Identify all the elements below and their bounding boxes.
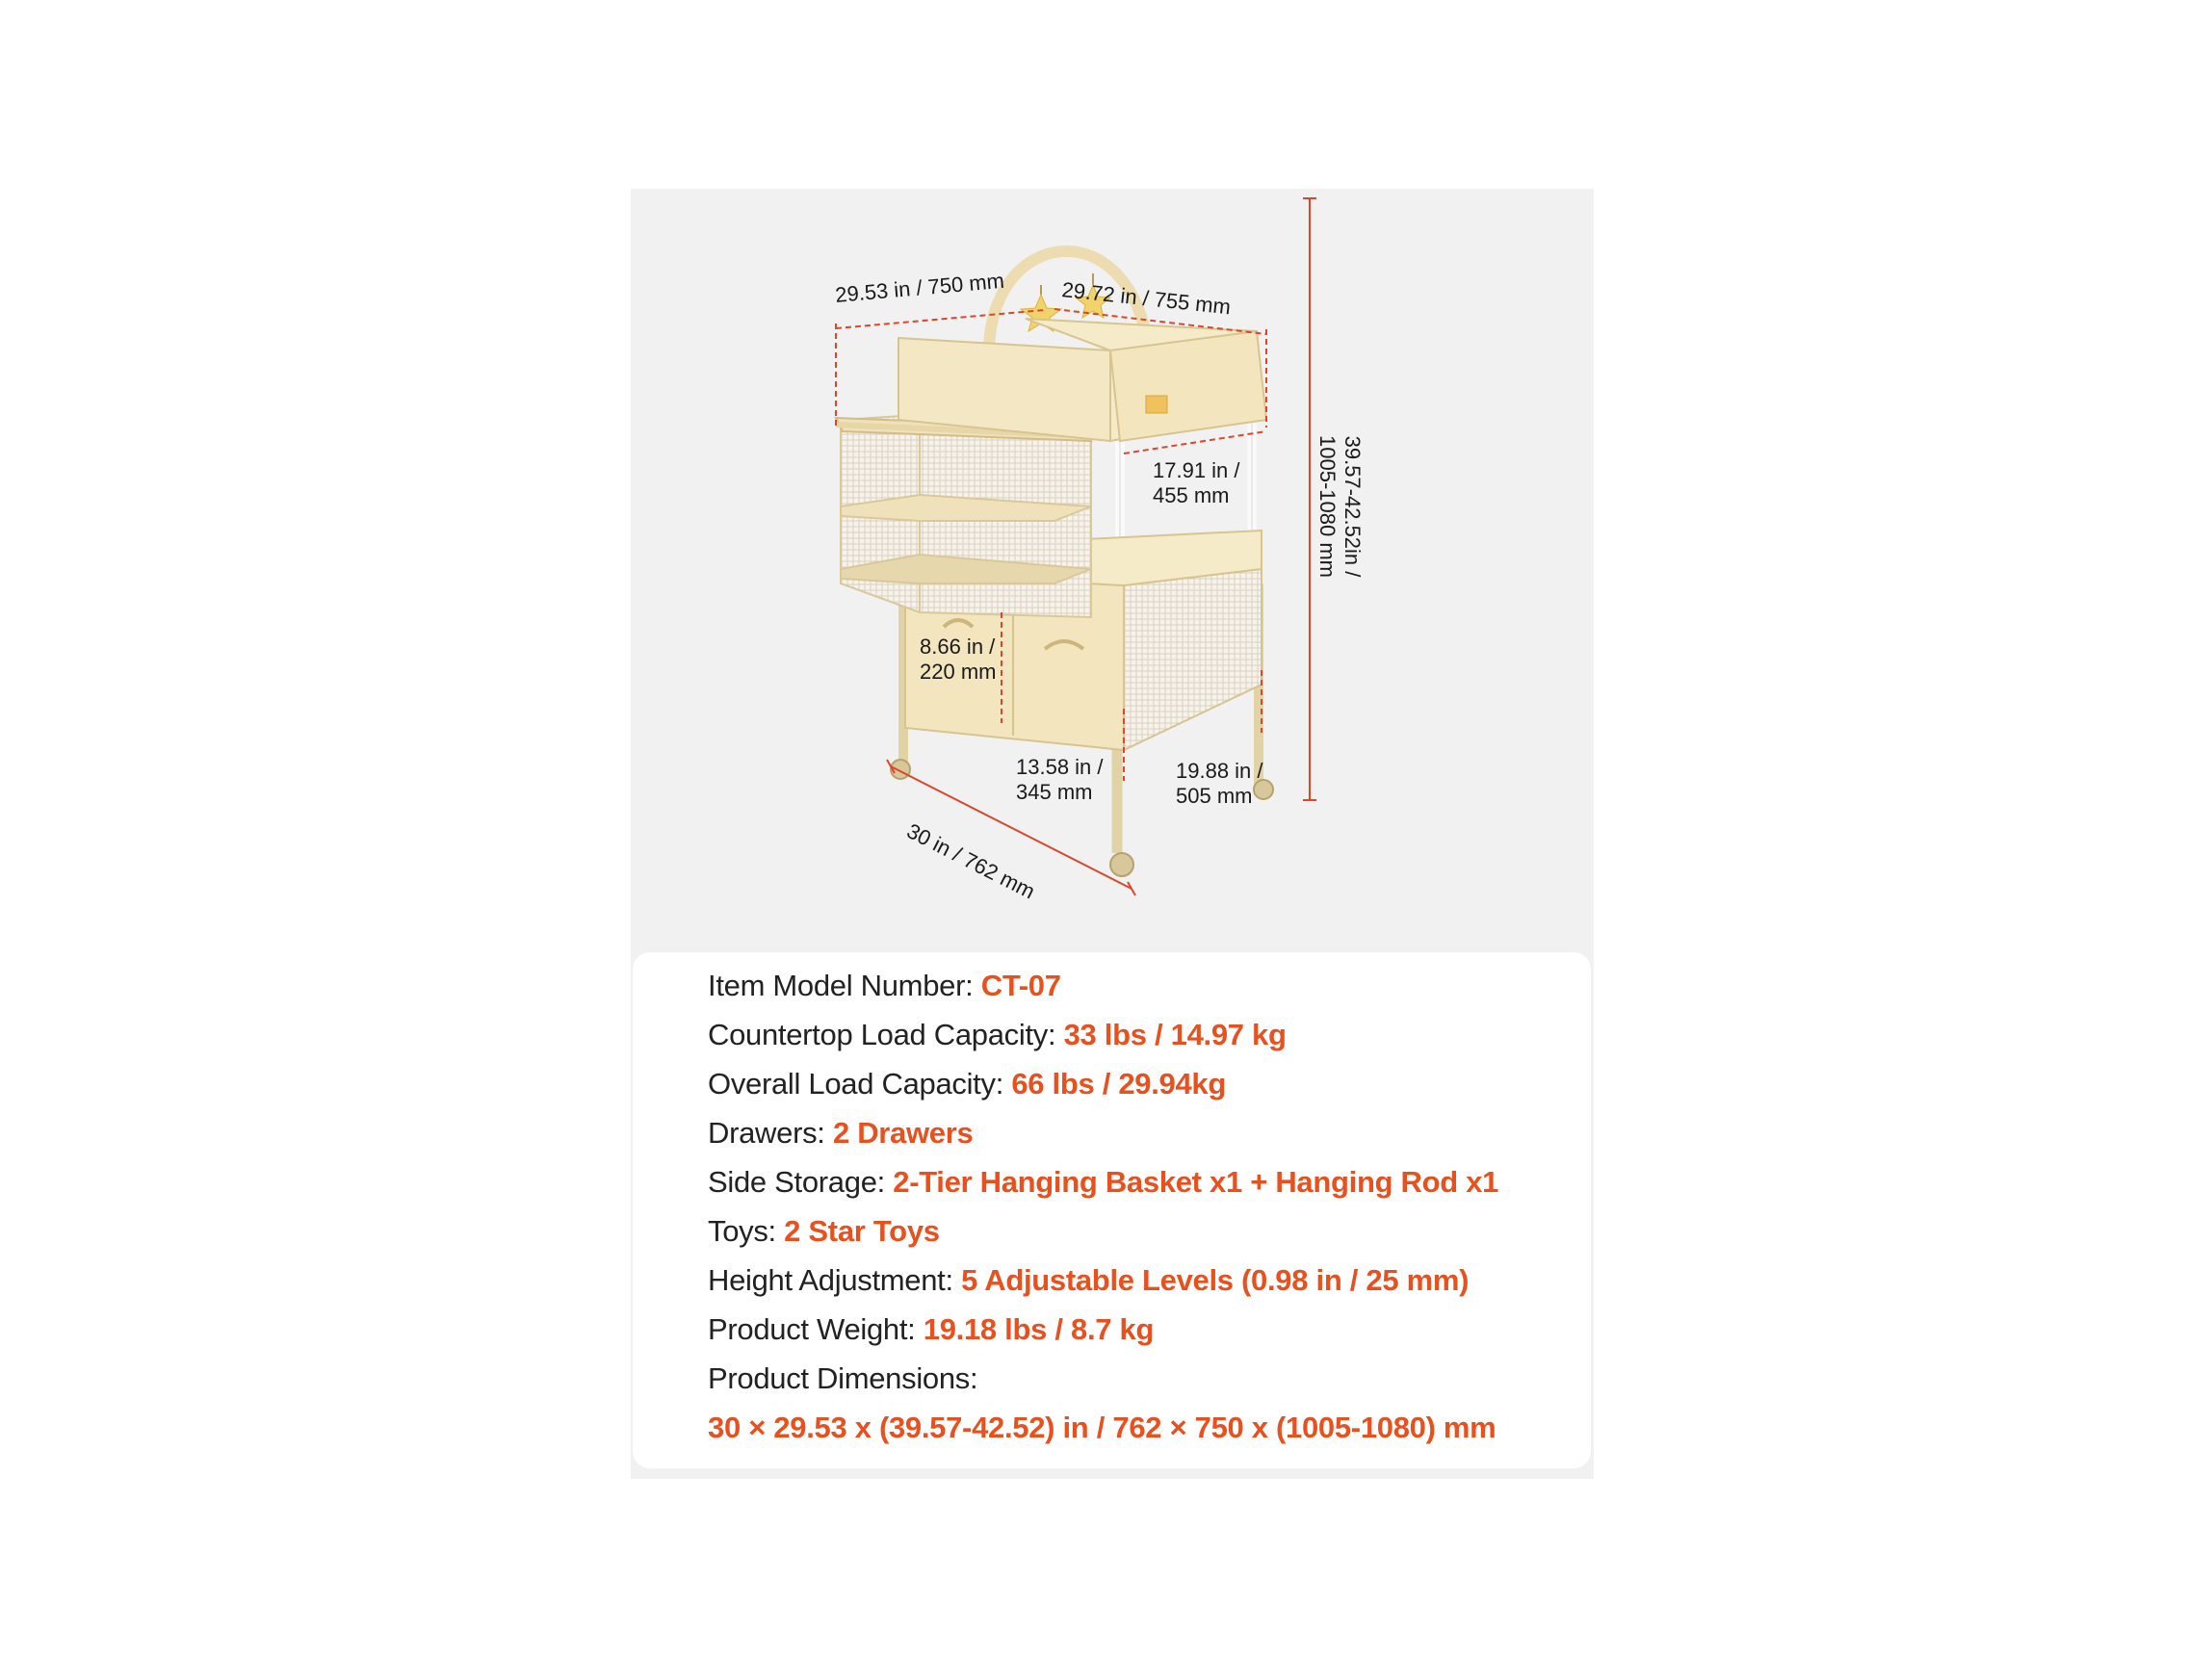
changing-table-diagram	[631, 189, 1594, 959]
spec-label: Item Model Number:	[708, 969, 981, 1002]
dim-height-label-line1: 39.57-42.52in /	[1340, 435, 1365, 578]
spec-label: Countertop Load Capacity:	[708, 1018, 1064, 1051]
spec-height-adjustment	[708, 1263, 1469, 1298]
dim-drawer-height-label-line2: 220 mm	[920, 660, 997, 684]
dim-drawer-width-label-line1: 13.58 in /	[1016, 755, 1104, 779]
spec-label: Side Storage:	[708, 1165, 894, 1199]
spec-value: 66 lbs / 29.94kg	[1011, 1067, 1227, 1101]
spec-value: 19.18 lbs / 8.7 kg	[923, 1312, 1155, 1346]
wheel	[1110, 853, 1133, 876]
dim-drawer-width-label-line2: 345 mm	[1016, 780, 1093, 804]
spec-value: 33 lbs / 14.97 kg	[1063, 1018, 1287, 1051]
dim-base-length-label: 30 in / 762 mm	[902, 818, 1039, 904]
dim-width-left-label: 29.53 in / 750 mm	[834, 268, 1005, 307]
dim-width-right-label: 29.72 in / 755 mm	[1060, 277, 1233, 320]
spec-model-number	[708, 969, 1061, 1003]
spec-countertop-load	[708, 1018, 1287, 1052]
specifications-panel	[633, 952, 1591, 1468]
spec-drawers	[708, 1116, 973, 1151]
spec-product-dimensions-value	[708, 1411, 1496, 1445]
spec-label: Height Adjustment:	[708, 1263, 962, 1297]
spec-label: Overall Load Capacity:	[708, 1067, 1012, 1101]
dim-drawer-height-label-line1: 8.66 in /	[920, 635, 996, 659]
spec-toys	[708, 1214, 940, 1249]
dim-height-label-line2: 1005-1080 mm	[1315, 435, 1340, 578]
dim-top-depth-label-line2: 455 mm	[1153, 483, 1230, 507]
wheel	[891, 760, 910, 779]
spec-side-storage	[708, 1165, 1498, 1200]
spec-value: CT-07	[980, 969, 1061, 1002]
spec-overall-load	[708, 1067, 1226, 1101]
dim-top-depth-label-line1: 17.91 in /	[1153, 458, 1240, 482]
spec-label: Drawers:	[708, 1116, 833, 1150]
spec-value: 2-Tier Hanging Basket x1 + Hanging Rod x1	[893, 1165, 1499, 1199]
spec-value: 2 Star Toys	[784, 1214, 940, 1248]
spec-label: Product Weight:	[708, 1312, 924, 1346]
spec-value: 5 Adjustable Levels (0.98 in / 25 mm)	[961, 1263, 1470, 1297]
spec-label: Toys:	[708, 1214, 785, 1248]
spec-label: Product Dimensions:	[708, 1361, 978, 1395]
spec-product-dimensions-label	[708, 1361, 977, 1396]
dim-base-depth-label-line2: 505 mm	[1176, 784, 1253, 808]
product-card	[631, 189, 1594, 1479]
wheel	[1254, 780, 1273, 799]
spec-value: 30 × 29.53 x (39.57-42.52) in / 762 × 750 x (1005-1080) mm	[708, 1411, 1496, 1444]
dim-base-depth-label-line1: 19.88 in /	[1176, 759, 1263, 783]
spec-product-weight	[708, 1312, 1154, 1347]
spec-value: 2 Drawers	[832, 1116, 974, 1150]
